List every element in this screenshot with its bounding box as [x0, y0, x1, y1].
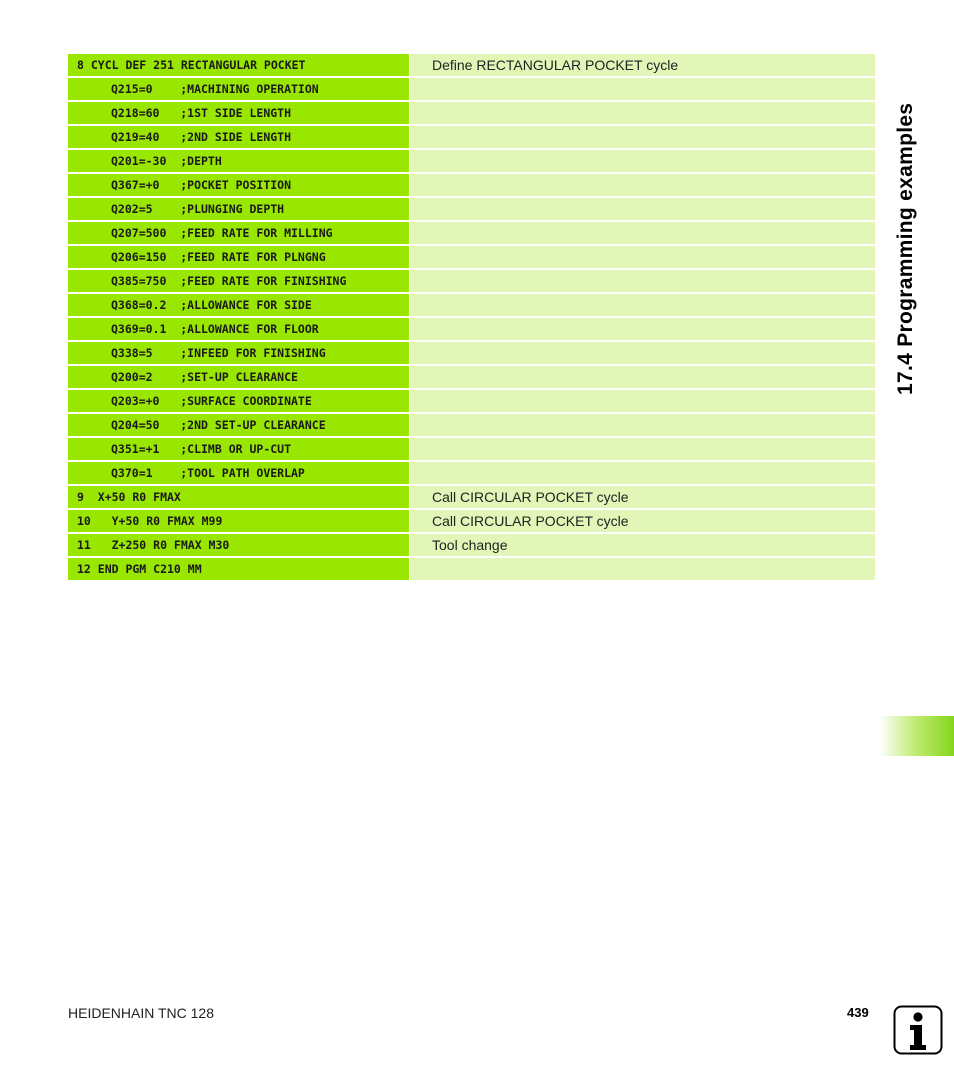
program-row [68, 318, 875, 340]
nc-code-cell: Q351=+1 ;CLIMB OR UP-CUT [68, 438, 409, 460]
description-cell: Define RECTANGULAR POCKET cycle [410, 54, 875, 76]
program-row [68, 222, 875, 244]
nc-code-cell: 10 Y+50 R0 FMAX M99 [68, 510, 409, 532]
program-row [68, 462, 875, 484]
nc-program-table [68, 54, 875, 582]
program-row [68, 342, 875, 364]
description-cell [410, 558, 875, 580]
description-cell [410, 174, 875, 196]
program-row [68, 246, 875, 268]
nc-code-cell: Q206=150 ;FEED RATE FOR PLNGNG [68, 246, 409, 268]
description-cell [410, 270, 875, 292]
chapter-section-title: 17.4 Programming examples [894, 102, 917, 395]
program-row [68, 366, 875, 388]
program-row [68, 126, 875, 148]
nc-code-cell: 9 X+50 R0 FMAX [68, 486, 409, 508]
page-number: 439 [847, 1005, 869, 1020]
program-row [68, 54, 875, 76]
program-row [68, 150, 875, 172]
nc-code-cell: Q385=750 ;FEED RATE FOR FINISHING [68, 270, 409, 292]
program-row [68, 414, 875, 436]
nc-code-cell: Q218=60 ;1ST SIDE LENGTH [68, 102, 409, 124]
program-row [68, 510, 875, 532]
description-cell [410, 102, 875, 124]
program-row [68, 534, 875, 556]
program-row [68, 102, 875, 124]
program-row [68, 270, 875, 292]
nc-code-cell: Q207=500 ;FEED RATE FOR MILLING [68, 222, 409, 244]
description-cell: Call CIRCULAR POCKET cycle [410, 486, 875, 508]
program-row [68, 438, 875, 460]
manual-title: HEIDENHAIN TNC 128 [68, 1005, 215, 1021]
description-cell: Call CIRCULAR POCKET cycle [410, 510, 875, 532]
nc-code-cell: 8 CYCL DEF 251 RECTANGULAR POCKET [68, 54, 409, 76]
program-row [68, 198, 875, 220]
description-cell [410, 318, 875, 340]
nc-code-cell: 11 Z+250 R0 FMAX M30 [68, 534, 409, 556]
description-cell [410, 414, 875, 436]
program-row [68, 78, 875, 100]
description-cell: Tool change [410, 534, 875, 556]
nc-code-cell: Q368=0.2 ;ALLOWANCE FOR SIDE [68, 294, 409, 316]
program-row [68, 294, 875, 316]
description-cell [410, 198, 875, 220]
chapter-tab-marker [880, 716, 954, 756]
nc-code-cell: Q200=2 ;SET-UP CLEARANCE [68, 366, 409, 388]
description-cell [410, 366, 875, 388]
description-cell [410, 78, 875, 100]
nc-code-cell: Q202=5 ;PLUNGING DEPTH [68, 198, 409, 220]
nc-code-cell: Q201=-30 ;DEPTH [68, 150, 409, 172]
nc-code-cell: Q370=1 ;TOOL PATH OVERLAP [68, 462, 409, 484]
description-cell [410, 294, 875, 316]
description-cell [410, 390, 875, 412]
description-cell [410, 462, 875, 484]
description-cell [410, 438, 875, 460]
nc-code-cell: Q215=0 ;MACHINING OPERATION [68, 78, 409, 100]
program-row [68, 486, 875, 508]
nc-code-cell: 12 END PGM C210 MM [68, 558, 409, 580]
nc-code-cell: Q203=+0 ;SURFACE COORDINATE [68, 390, 409, 412]
program-row [68, 390, 875, 412]
nc-code-cell: Q367=+0 ;POCKET POSITION [68, 174, 409, 196]
description-cell [410, 126, 875, 148]
description-cell [410, 246, 875, 268]
nc-code-cell: Q219=40 ;2ND SIDE LENGTH [68, 126, 409, 148]
info-icon [893, 1005, 943, 1055]
description-cell [410, 150, 875, 172]
nc-code-cell: Q338=5 ;INFEED FOR FINISHING [68, 342, 409, 364]
description-cell [410, 222, 875, 244]
program-row [68, 558, 875, 580]
program-row [68, 174, 875, 196]
nc-code-cell: Q204=50 ;2ND SET-UP CLEARANCE [68, 414, 409, 436]
nc-code-cell: Q369=0.1 ;ALLOWANCE FOR FLOOR [68, 318, 409, 340]
description-cell [410, 342, 875, 364]
